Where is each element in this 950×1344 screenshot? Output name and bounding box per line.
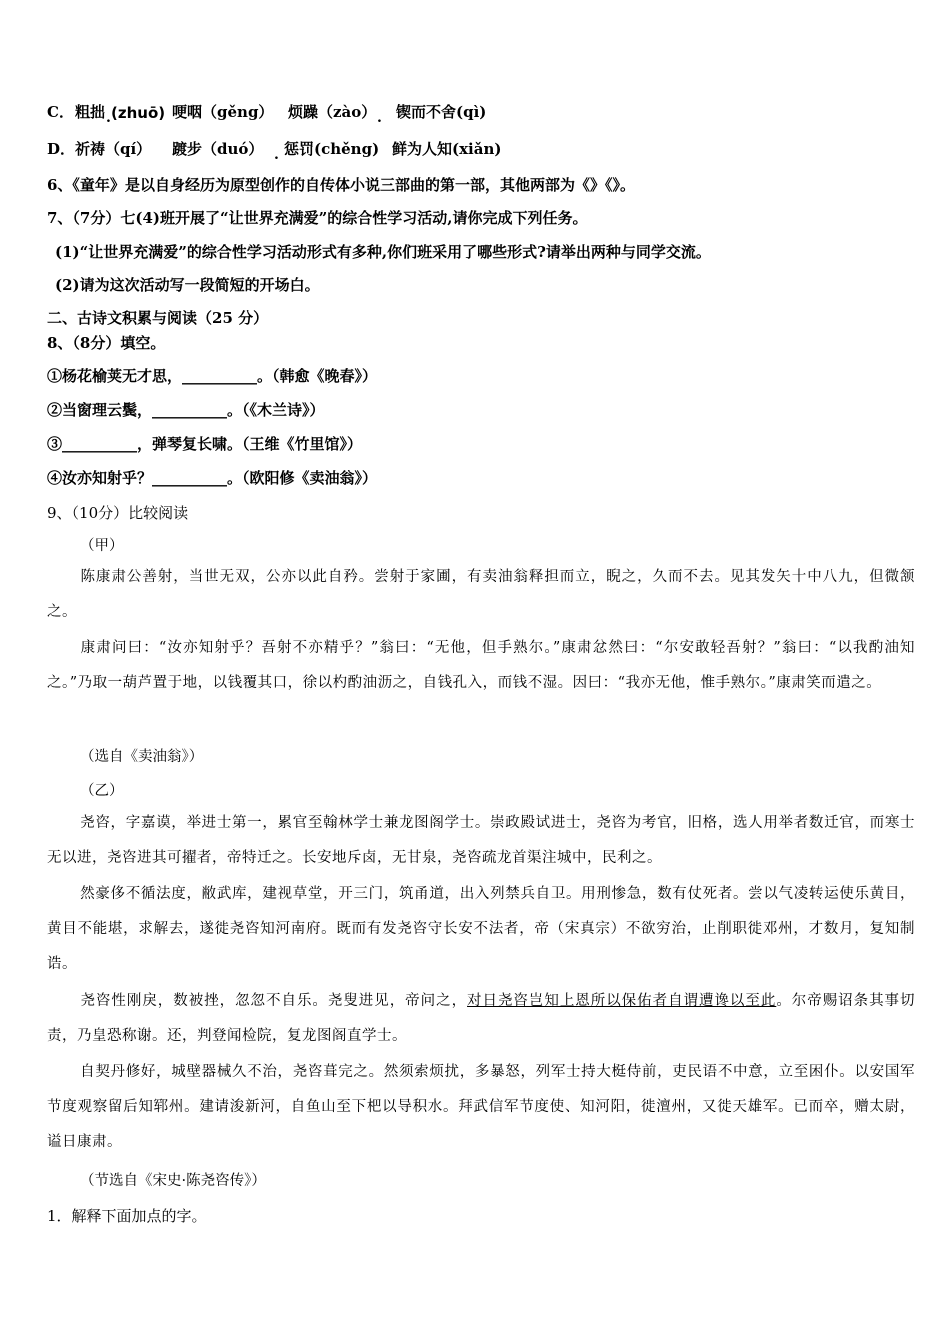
option-c-word1: 粗拙 <box>75 103 106 121</box>
question-7-sub2: (2)请为这次活动写一段简短的开场白。 <box>55 276 320 294</box>
question-9-title: 9、（10分）比较阅读 <box>47 504 189 522</box>
question-8-title: 8、（8分）填空。 <box>47 334 166 352</box>
option-c-word2: 哽咽（gěng） <box>172 103 274 121</box>
option-d-word4: 鲜为人知(xiǎn) <box>392 140 502 158</box>
paragraph-text: 自契丹修好，城壁器械久不治，尧咨葺完之。然须索烦扰，多暴怒，列军士持大梃侍前，吏民语不中意，立至困仆。以安国军节度观察留后知郓州。建请浚新河，自鱼山至下杷以导积水。拜武信军节度使、知河阳，徙澶州，又徙天雄军。已而卒，赠太尉，谥日康肃。 <box>47 1064 915 1150</box>
question-7-sub1: (1)“让世界充满爱”的综合性学习活动形式有多种,你们班采用了哪些形式?请举出两种与同学交流。 <box>55 243 711 261</box>
question-6: 6、《童年》是以自身经历为原型创作的自传体小说三部曲的第一部，其他两部为《》《》。 <box>47 176 635 194</box>
passage-yi-source: （节选自《宋史·陈尧咨传》） <box>80 1173 266 1189</box>
passage-jia-paragraph-2 <box>47 631 915 701</box>
question-8-item-1: ①杨花榆荚无才思，__________。（韩愈《晚春》） <box>47 367 378 385</box>
passage-yi-paragraph-2 <box>47 877 915 982</box>
option-c-word3: 烦躁（zào） <box>288 103 377 121</box>
paragraph-text: 。尔帝赐诏条其事切责，乃皇恐称谢。还，判登闻检院，复龙图阁直学士。 <box>47 993 916 1044</box>
question-7-title: 7、（7分）七(4)班开展了“让世界充满爱”的综合性学习活动,请你完成下列任务。 <box>47 209 588 227</box>
option-c-word4: 锲而不舍(qì) <box>396 103 487 121</box>
paragraph-text: 陈康肃公善射，当世无双，公亦以此自矜。尝射于家圃，有卖油翁释担而立，睨之，久而不去。见其发矢十中八九，但微颔之。 <box>47 569 915 620</box>
paragraph-text: 尧咨性刚戾，数被挫，忽忽不自乐。尧叟进见，帝问之， <box>80 993 468 1009</box>
option-d-letter: D． <box>47 140 76 158</box>
option-d-word1: 祈祷（qí） <box>75 140 152 158</box>
question-8-item-3: ③__________，弹琴复长啸。（王维《竹里馆》） <box>47 435 363 453</box>
underlined-sentence: 对日尧咨岂知上恩所以保佑者自谓遭谗以至此 <box>467 993 777 1009</box>
paragraph-text: 康肃问曰：“汝亦知射乎？吾射不亦精乎？”翁曰：“无他，但手熟尔。”康肃忿然曰：“尔安敢轻吾射？”翁曰：“以我酌油知之。”乃取一葫芦置于地，以钱覆其口，徐以杓酌油沥之，自钱孔入，而钱不湿。因曰：“我亦无他，惟手熟尔。”康肃笑而遣之。 <box>47 640 915 691</box>
emphasis-dot: . <box>106 110 111 126</box>
emphasis-dot: . <box>377 110 382 126</box>
emphasis-dot: . <box>274 147 279 163</box>
question-8-item-4: ④汝亦知射乎？__________。（欧阳修《卖油翁》） <box>47 469 378 487</box>
paragraph-text: 然豪侈不循法度，敝武库，建视草堂，开三门，筑甬道，出入列禁兵自卫。用刑惨急，数有仗死者。尝以气凌转运使乐黄目，黄目不能堪，求解去，遂徙尧咨知河南府。既而有发尧咨守长安不法者，帝（宋真宗）不欲穷治，止削职徙邓州，才数月，复知制诰。 <box>47 886 915 972</box>
option-c-pinyin1: (zhuō) <box>111 104 166 122</box>
option-c-letter: C． <box>47 103 74 121</box>
passage-jia-label: （甲） <box>80 538 124 554</box>
passage-jia-source: （选自《卖油翁》） <box>80 749 204 765</box>
passage-jia-paragraph-1 <box>47 560 915 630</box>
question-9-sub-1: 1．解释下面加点的字。 <box>47 1207 207 1225</box>
option-d-word3: 惩罚(chěng) <box>284 140 380 158</box>
section-heading: 二、古诗文积累与阅读（25 分） <box>47 309 269 327</box>
question-8-item-2: ②当窗理云鬓，__________。（《木兰诗》） <box>47 401 325 419</box>
passage-yi-paragraph-4 <box>47 1055 915 1160</box>
passage-yi-label: （乙） <box>80 783 124 799</box>
option-d-word2: 踱步（duó） <box>172 140 264 158</box>
passage-yi-paragraph-1 <box>47 806 915 876</box>
passage-yi-paragraph-3 <box>47 984 915 1054</box>
paragraph-text: 尧咨，字嘉谟，举进士第一，累官至翰林学士兼龙图阁学士。崇政殿试进士，尧咨为考官，旧格，选人用举者数迁官，而寒士无以进，尧咨进其可擢者，帝特迁之。长安地斥卤，无甘泉，尧咨疏龙首渠注城中，民利之。 <box>47 815 915 866</box>
